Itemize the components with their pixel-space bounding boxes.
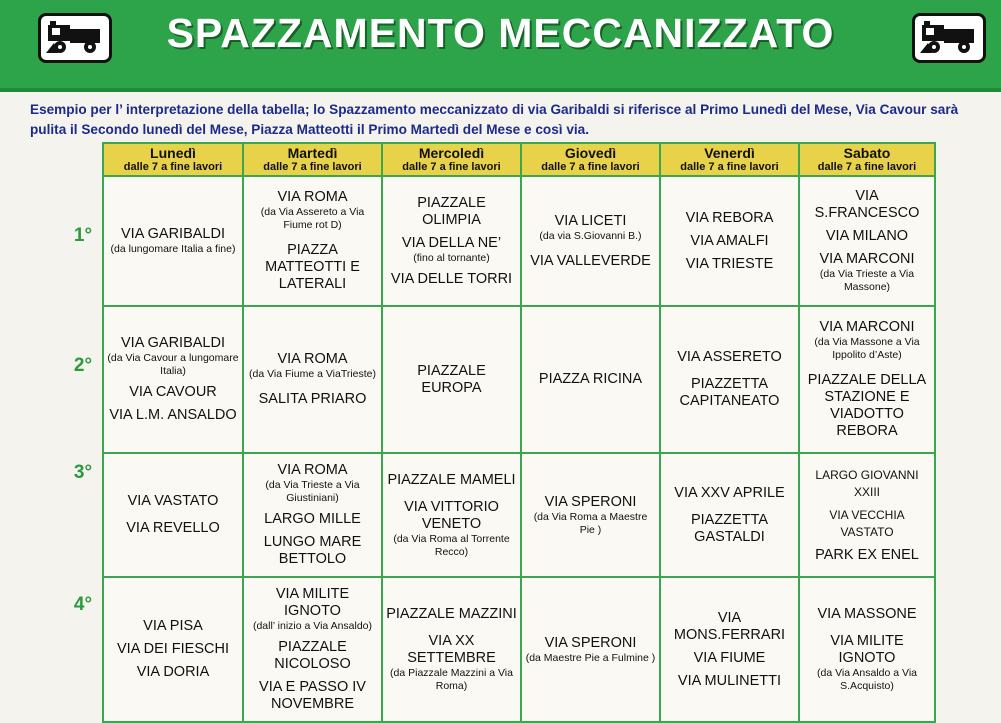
street-name: LARGO MILLE: [264, 511, 361, 527]
street-entry: [803, 372, 931, 440]
street-entry: [803, 467, 931, 501]
table-row: [103, 306, 935, 453]
street-entry: [247, 679, 378, 713]
street-entry: [386, 499, 517, 559]
schedule-cell: [243, 176, 382, 306]
street-name: VIA MILANO: [825, 228, 909, 244]
street-name: VIA MULINETTI: [677, 672, 782, 689]
street-entry: [664, 349, 795, 366]
street-name: VIA MASSONE: [817, 606, 917, 622]
street-entry: [386, 472, 517, 489]
schedule-cell: [243, 577, 382, 722]
street-entry: [107, 226, 239, 256]
street-entry: [664, 256, 795, 273]
schedule-cell: [521, 577, 660, 722]
street-entry: [107, 407, 239, 424]
street-name: LARGO GIOVANNI XXIII: [815, 467, 919, 499]
week-label-1: 1°: [73, 225, 93, 246]
street-name: VIA DELLA NE’: [401, 234, 502, 251]
street-name: VIA GARIBALDI: [121, 335, 225, 351]
street-entry: [803, 251, 931, 294]
schedule-cell: [521, 176, 660, 306]
street-sweeper-icon: [912, 13, 986, 63]
street-entry: [386, 195, 517, 229]
street-note: (dall’ inizio a Via Ansaldo): [252, 620, 373, 632]
street-entry: [525, 253, 656, 270]
intro-text: Esempio per l’ interpretazione della tabella; lo Spazzamento meccanizzato di via Garibaldi si riferisce al Primo Lunedì del Mese, Via Cavour sarà pulita il Secondo lunedì del Mese, Piazza Matteotti il Primo Martedì del Mese e così via.: [30, 102, 959, 137]
street-entry: [525, 371, 656, 388]
street-note: (da lungomare Italia a fine): [110, 243, 236, 255]
street-note: (da Via Roma a Maestre Pie ): [533, 510, 648, 536]
street-name: PIAZZALE MAZZINI: [386, 606, 517, 622]
street-note: (da Via Fiume a ViaTrieste): [248, 368, 377, 380]
street-entry: [525, 635, 656, 665]
week-label-2: 2°: [73, 355, 93, 376]
street-name: VIA DORIA: [136, 664, 210, 680]
street-note: (da via S.Giovanni B.): [539, 229, 642, 242]
street-name: VIA MONS.FERRARI: [673, 609, 786, 643]
street-note: (da Via Cavour a lungomare Italia): [107, 352, 239, 377]
day-header: Giovedì dalle 7 a fine lavori: [521, 143, 660, 176]
schedule-cell: [382, 306, 521, 453]
schedule-cell: [103, 176, 243, 306]
day-header-row: [103, 143, 935, 176]
street-name: VIA LICETI: [554, 212, 627, 229]
street-name: PIAZZALE DELLA STAZIONE E VIADOTTO REBORA: [807, 372, 927, 439]
schedule-cell: [382, 453, 521, 577]
schedule-cell: [243, 306, 382, 453]
street-name: PIAZZALE OLIMPIA: [417, 194, 486, 228]
day-header: Mercoledì dalle 7 a fine lavori: [382, 143, 521, 176]
day-header: Lunedì dalle 7 a fine lavori: [103, 143, 243, 176]
street-name: VIA XX SETTEMBRE: [407, 633, 496, 666]
schedule-table: [102, 142, 936, 723]
schedule-cell: [103, 577, 243, 722]
street-entry: [803, 319, 931, 362]
page-title: SPAZZAMENTO MECCANIZZATO: [166, 10, 835, 56]
street-entry: [525, 213, 656, 243]
street-name: VIA ASSERETO: [677, 349, 782, 365]
street-note: (da Via Roma al Torrente Recco): [393, 532, 510, 558]
street-entry: [247, 391, 378, 408]
street-name: VIA ROMA: [277, 351, 348, 367]
street-name: VIA MARCONI: [819, 251, 915, 267]
street-name: VIA XXV APRILE: [674, 484, 785, 501]
title-banner: [0, 0, 1001, 92]
street-name: VIA MARCONI: [819, 319, 915, 335]
table-row: [103, 453, 935, 577]
table-row: [103, 176, 935, 306]
schedule-cell: [103, 306, 243, 453]
street-entry: [664, 512, 795, 546]
street-entry: [247, 511, 378, 528]
street-name: VIA TRIESTE: [685, 255, 774, 272]
street-entry: [386, 633, 517, 693]
street-entry: [803, 606, 931, 623]
street-entry: [107, 335, 239, 378]
street-name: VIA DELLE TORRI: [390, 270, 513, 287]
table-row: [103, 577, 935, 722]
street-name: VIA VECCHIA VASTATO: [829, 507, 905, 539]
street-entry: [664, 485, 795, 502]
street-entry: [247, 242, 378, 293]
street-note: (da Via Trieste a Via Giustiniani): [265, 479, 360, 504]
street-name: VIA GARIBALDI: [121, 226, 225, 242]
street-name: PIAZZA RICINA: [538, 371, 643, 387]
week-label-3: 3°: [73, 462, 93, 483]
street-name: PIAZZETTA GASTALDI: [690, 511, 769, 545]
street-name: SALITA PRIARO: [258, 391, 367, 407]
schedule-cell: [660, 306, 799, 453]
street-entry: [803, 228, 931, 245]
street-entry: [386, 235, 517, 265]
street-entry: [107, 384, 239, 401]
street-name: VIA DEI FIESCHI: [117, 641, 229, 657]
street-entry: [664, 233, 795, 250]
street-name: PARK EX ENEL: [815, 546, 919, 563]
street-name: VIA E PASSO IV NOVEMBRE: [259, 679, 366, 712]
street-entry: [386, 606, 517, 623]
street-note: (da Via Massone a Via Ippolito d’Aste): [814, 336, 920, 361]
street-note: (fino al tornante): [413, 251, 490, 264]
street-name: VIA L.M. ANSALDO: [109, 407, 237, 423]
street-entry: [803, 633, 931, 693]
street-entry: [247, 534, 378, 568]
schedule-cell: [521, 453, 660, 577]
street-entry: [247, 351, 378, 381]
schedule-cell: [382, 176, 521, 306]
schedule-cell: [799, 577, 935, 722]
day-header: Venerdì dalle 7 a fine lavori: [660, 143, 799, 176]
street-name: VIA REBORA: [685, 209, 774, 226]
street-name: VIA VALLEVERDE: [530, 252, 651, 269]
street-note: (da Via Trieste a Via Massone): [819, 268, 915, 293]
schedule-cell: [660, 176, 799, 306]
street-entry: [664, 210, 795, 227]
schedule-cell: [243, 453, 382, 577]
day-header: Sabato dalle 7 a fine lavori: [799, 143, 935, 176]
street-entry: [803, 507, 931, 541]
street-sweeper-icon: [38, 13, 112, 63]
street-name: VIA ROMA: [277, 189, 348, 205]
street-entry: [247, 586, 378, 633]
street-entry: [386, 363, 517, 397]
day-header: Martedì dalle 7 a fine lavori: [243, 143, 382, 176]
street-entry: [664, 673, 795, 690]
street-name: VIA CAVOUR: [129, 384, 217, 400]
street-entry: [247, 189, 378, 232]
schedule-cell: [799, 306, 935, 453]
street-name: VIA AMALFI: [690, 232, 769, 249]
schedule-cell: [521, 306, 660, 453]
schedule-cell: [799, 453, 935, 577]
street-entry: [803, 188, 931, 222]
street-name: PIAZZALE EUROPA: [417, 362, 486, 396]
street-entry: [664, 610, 795, 644]
street-entry: [107, 493, 239, 510]
street-name: PIAZZALE NICOLOSO: [274, 639, 351, 672]
street-note: (da Maestre Pie a Fulmine ): [525, 651, 656, 664]
street-name: VIA SPERONI: [544, 493, 637, 510]
street-entry: [664, 376, 795, 410]
street-name: LUNGO MARE BETTOLO: [263, 534, 362, 567]
street-name: VIA REVELLO: [126, 520, 220, 536]
street-entry: [107, 618, 239, 635]
schedule-cell: [799, 176, 935, 306]
street-name: VIA ROMA: [277, 462, 348, 478]
street-name: VIA MILITE IGNOTO: [830, 633, 904, 666]
street-entry: [525, 494, 656, 537]
street-entry: [107, 664, 239, 681]
street-note: (da Piazzale Mazzini a Via Roma): [390, 667, 513, 692]
schedule-cell: [660, 577, 799, 722]
street-name: VIA FIUME: [693, 649, 766, 666]
street-name: VIA MILITE IGNOTO: [275, 586, 350, 619]
street-note: (da Via Ansaldo a Via S.Acquisto): [816, 667, 918, 692]
schedule-cell: [382, 577, 521, 722]
street-entry: [107, 641, 239, 658]
week-label-4: 4°: [73, 594, 93, 615]
street-entry: [664, 650, 795, 667]
street-name: VIA SPERONI: [544, 634, 637, 651]
street-entry: [803, 547, 931, 564]
schedule-cell: [103, 453, 243, 577]
street-entry: [107, 520, 239, 537]
street-entry: [247, 462, 378, 505]
street-name: VIA VASTATO: [127, 493, 219, 509]
schedule-cell: [660, 453, 799, 577]
street-name: VIA S.FRANCESCO: [814, 188, 920, 221]
street-name: PIAZZA MATTEOTTI E LATERALI: [265, 242, 360, 292]
street-name: PIAZZALE MAMELI: [387, 471, 516, 488]
street-name: VIA VITTORIO VENETO: [404, 498, 499, 532]
street-note: (da Via Assereto a Via Fiume rot D): [260, 206, 365, 231]
street-name: VIA PISA: [143, 618, 203, 634]
street-entry: [386, 271, 517, 288]
street-name: PIAZZETTA CAPITANEATO: [679, 376, 780, 409]
street-entry: [247, 639, 378, 673]
